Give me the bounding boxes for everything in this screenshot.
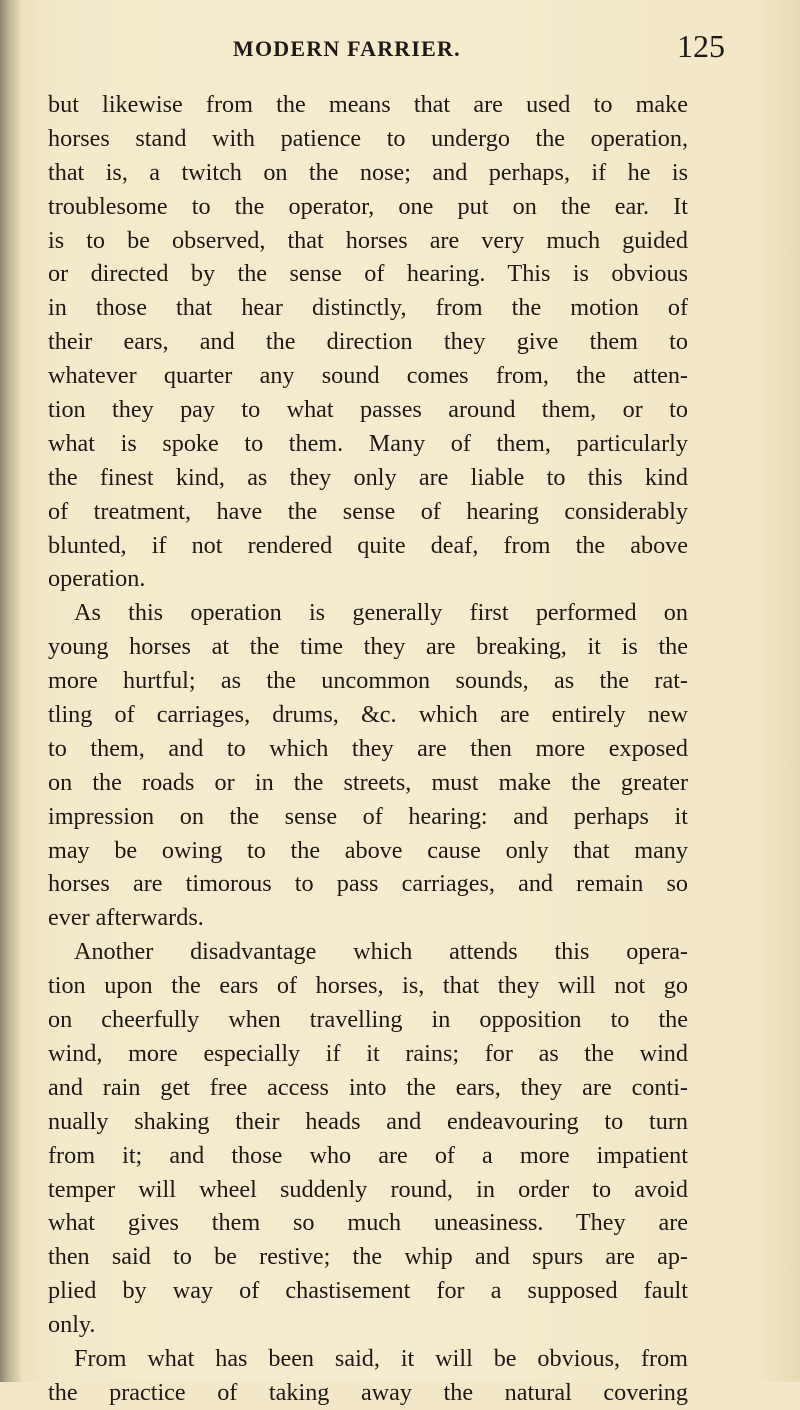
text-line: may be owing to the above cause only that many bbox=[48, 836, 688, 864]
text-line: the practice of taking away the natural covering bbox=[48, 1378, 688, 1406]
text-line: tion upon the ears of horses, is, that they will not go bbox=[48, 972, 688, 1000]
text-line: horses stand with patience to undergo the operation, bbox=[48, 124, 688, 152]
text-line: on the roads or in the streets, must make the greater bbox=[48, 768, 688, 796]
paragraph-start-line: From what has been said, it will be obvious, from bbox=[74, 1344, 688, 1372]
page-number: 125 bbox=[677, 28, 725, 64]
text-line: tion they pay to what passes around them, or to bbox=[48, 396, 688, 424]
text-line: troublesome to the operator, one put on the ear. It bbox=[48, 192, 688, 220]
text-line: plied by way of chastisement for a supposed fault bbox=[48, 1277, 688, 1305]
text-line: what is spoke to them. Many of them, particularly bbox=[48, 429, 688, 457]
text-line: more hurtful; as the uncommon sounds, as the rat- bbox=[48, 667, 688, 695]
text-line: but likewise from the means that are used to make bbox=[48, 91, 688, 118]
text-line: wind, more especially if it rains; for as the wind bbox=[48, 1039, 688, 1067]
paragraph-start-line: Another disadvantage which attends this opera- bbox=[74, 938, 688, 966]
paragraph-end-line: operation. bbox=[48, 565, 146, 593]
text-line: whatever quarter any sound comes from, the atten- bbox=[48, 362, 688, 390]
text-line: then said to be restive; the whip and spurs are ap- bbox=[48, 1243, 688, 1271]
text-line: young horses at the time they are breaking, it is the bbox=[48, 633, 688, 661]
paragraph-end-line: ever afterwards. bbox=[48, 904, 204, 932]
text-line: their ears, and the direction they give them to bbox=[48, 328, 688, 356]
text-line: or directed by the sense of hearing. This is obvious bbox=[48, 260, 688, 288]
binding-gutter bbox=[0, 0, 22, 1382]
text-line: that is, a twitch on the nose; and perhaps, if he is bbox=[48, 158, 688, 186]
text-line: impression on the sense of hearing: and perhaps it bbox=[48, 802, 688, 830]
paragraph-end-line: only. bbox=[48, 1311, 96, 1339]
text-line: nually shaking their heads and endeavouring to turn bbox=[48, 1107, 688, 1135]
paragraph-start-line: As this operation is generally first performed on bbox=[74, 599, 688, 627]
text-line: horses are timorous to pass carriages, and remain so bbox=[48, 870, 688, 898]
text-line: to them, and to which they are then more exposed bbox=[48, 734, 688, 762]
text-line: in those that hear distinctly, from the motion of bbox=[48, 294, 688, 322]
text-line: and rain get free access into the ears, they are conti- bbox=[48, 1073, 688, 1101]
running-title: MODERN FARRIER. bbox=[233, 36, 461, 61]
text-line: blunted, if not rendered quite deaf, from the above bbox=[48, 531, 688, 559]
text-line: what gives them so much uneasiness. They are bbox=[48, 1209, 688, 1237]
text-line: is to be observed, that horses are very much guided bbox=[48, 226, 688, 254]
text-line: on cheerfully when travelling in opposition to the bbox=[48, 1006, 688, 1034]
text-line: of treatment, have the sense of hearing considerably bbox=[48, 497, 688, 525]
text-line: temper will wheel suddenly round, in order to avoid bbox=[48, 1175, 688, 1203]
text-line: from it; and those who are of a more impatient bbox=[48, 1141, 688, 1169]
body-text bbox=[48, 88, 688, 1410]
text-line: tling of carriages, drums, &c. which are entirely new bbox=[48, 701, 688, 729]
text-line: the finest kind, as they only are liable to this kind bbox=[48, 463, 688, 491]
page-header bbox=[225, 30, 725, 70]
